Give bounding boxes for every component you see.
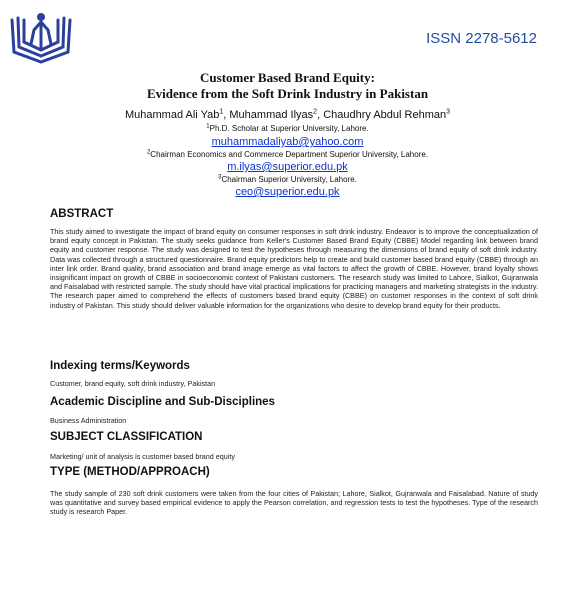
discipline-heading: Academic Discipline and Sub-Disciplines: [50, 396, 275, 408]
author-name: Muhammad Ilyas: [229, 109, 314, 121]
journal-logo-icon: [6, 6, 76, 68]
author-mark: 3: [446, 108, 451, 116]
author-mark: 1: [219, 108, 224, 116]
paper-title-line-1: Customer Based Brand Equity:: [200, 70, 375, 85]
keywords-heading: Indexing terms/Keywords: [50, 360, 190, 372]
author-email-link[interactable]: ceo@superior.edu.pk: [235, 186, 340, 198]
issn-label: ISSN 2278-5612: [426, 30, 537, 47]
method-heading: TYPE (METHOD/APPROACH): [50, 466, 210, 478]
author-email-link[interactable]: m.ilyas@superior.edu.pk: [227, 161, 348, 173]
discipline-text: Business Administration: [50, 416, 127, 425]
subject-classification-heading: SUBJECT CLASSIFICATION: [50, 431, 203, 443]
abstract-text: This study aimed to investigate the impact of brand equity on consumer responses in soft drink industry. Endeavor is to improve the conceptualization of brand equity concept in Pakistan. The study seeks guidance from Keller's Customer Based Brand Equity (CBBE) Model regarding link between brand equity and customer response. The study was designed to test the hypotheses through measuring the dimensions of brand equity of soft drink industry. Data was collected through a structured questionnaire. Brand equity predictors help to create and build customer based brand equity (CBBE) through an inter link order. Brand quality, brand association and brand image emerge as vital factors to affect the growth of CBBE. However, brand loyalty shows insignificant impact on growth of CBBE in socioeconomic context of Pakistani customers. The research study was limited to Lahore, Sialkot, Gujranwala and Faisalabad with restricted sample. The study should have vital practical implications for practicing managers and marketing strategists in the industry. The research paper aimed to comprehend the effects of customers based brand equity (CBBE) on customer responses in the context of soft drink industry of Pakistan. This study should deliver valuable information for the organizations who desire to develop brand equity for their products.: [50, 227, 538, 310]
paper-title-line-2: Evidence from the Soft Drink Industry in Pakistan: [146, 86, 429, 101]
author-name: Muhammad Ali Yab: [124, 109, 220, 121]
affiliation-2: $^2$Chairman Economics and Commerce Department Superior University, Lahore.: [146, 149, 429, 159]
author-email-link[interactable]: muhammadaliyab@yahoo.com: [211, 136, 364, 148]
affiliation-3: $^3$Chairman Superior University, Lahore.: [218, 174, 357, 184]
abstract-heading: ABSTRACT: [50, 208, 114, 220]
author-list: Muhammad Ali Yab$^1$, Muhammad Ilyas$^2$, Chaudhry Abdul Rehman$^3$: [124, 108, 451, 121]
author-name: Chaudhry Abdul Rehman: [323, 109, 447, 121]
keywords-text: Customer, brand equity, soft drink industry, Pakistan: [50, 379, 216, 388]
subject-classification-text: Marketing/ unit of analysis is customer based brand equity: [50, 452, 235, 461]
author-mark: 2: [313, 108, 318, 116]
method-text: The study sample of 230 soft drink customers were taken from the four cities of Pakistan; Lahore, Sialkot, Gujranwala and Faisalabad. Nature of study was quantitative and survey based empirical evidence to apply the Pearson correlation, and regression tests to test the hypotheses. Type of the research study is research Paper.: [50, 489, 538, 517]
affiliation-1: $^1$Ph.D. Scholar at Superior University, Lahore.: [206, 123, 369, 133]
